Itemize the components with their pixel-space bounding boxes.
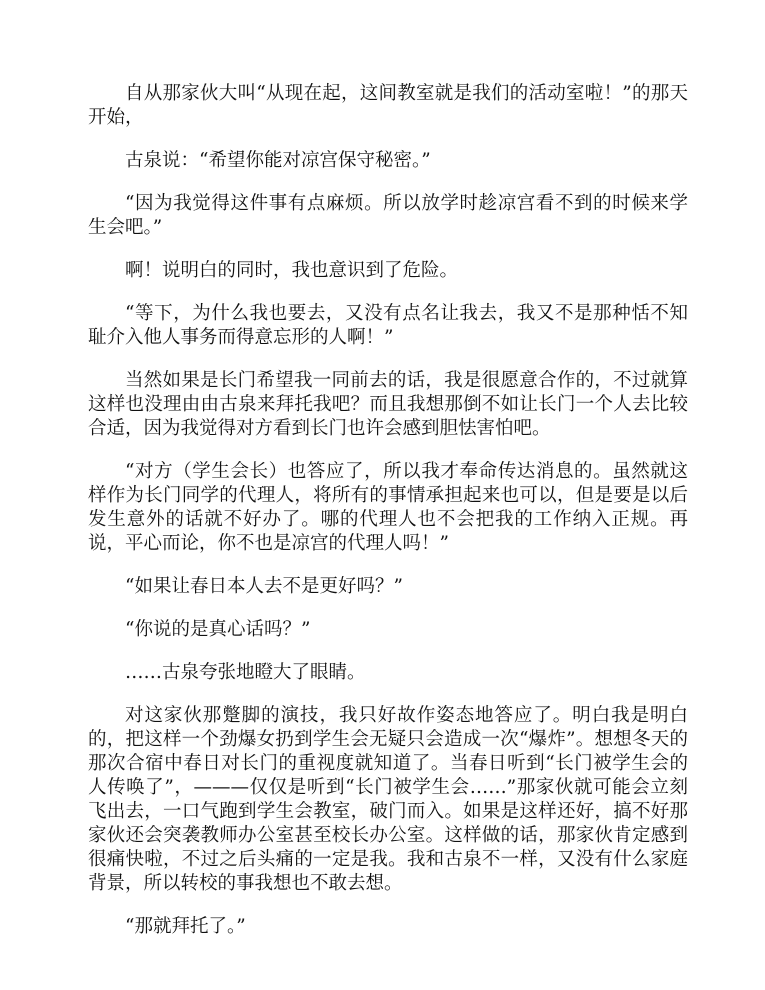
paragraph-6: 当然如果是长门希望我一同前去的话，我是很愿意合作的，不过就算这样也没理由由古泉来拜托我吧？而且我想那倒不如让长门一个人去比较合适，因为我觉得对方看到长门也许会感到胆怯害怕吧。 [88,370,688,439]
paragraph-9: “你说的是真心话吗？” [125,619,311,640]
paragraph-1: 自从那家伙大叫“从现在起，这间教室就是我们的活动室啦！”的那天开始， [88,83,688,128]
paragraph-10: ……古泉夸张地瞪大了眼睛。 [125,662,366,683]
paragraph-4: 啊！说明白的同时，我也意识到了危险。 [125,260,459,281]
paragraph-5: “等下，为什么我也要去，又没有点名让我去，我又不是那种恬不知耻介入他人事务而得意忘形的人啊！” [88,303,688,348]
document-page [88,82,688,958]
paragraph-7: “对方（学生会长）也答应了，所以我才奉命传达消息的。虽然就这样作为长门同学的代理人，将所有的事情承担起来也可以，但是要是以后发生意外的话就不好办了。哪的代理人也不会把我的工作纳入正规。再说，平心而论，你不也是凉宫的代理人吗！” [88,461,688,554]
paragraph-2: 古泉说：“希望你能对凉宫保守秘密。” [125,150,431,171]
paragraph-11: 对这家伙那蹩脚的演技，我只好故作姿态地答应了。明白我是明白的，把这样一个劲爆女扔到学生会无疑只会造成一次“爆炸”。想想冬天的那次合宿中春日对长门的重视度就知道了。当春日听到“长门被学生会的人传唤了”，———仅仅是听到“长门被学生会……”那家伙就可能会立刻飞出去，一口气跑到学生会教室，破门而入。如果是这样还好，搞不好那家伙还会突袭教师办公室甚至校长办公室。这样做的话，那家伙肯定感到很痛快啦，不过之后头痛的一定是我。我和古泉不一样，又没有什么家庭背景，所以转校的事我想也不敢去想。 [88,705,688,894]
paragraph-8: “如果让春日本人去不是更好吗？” [125,576,403,597]
paragraph-3: “因为我觉得这件事有点麻烦。所以放学时趁凉宫看不到的时候来学生会吧。” [88,193,688,238]
paragraph-12: “那就拜托了。” [125,916,246,937]
